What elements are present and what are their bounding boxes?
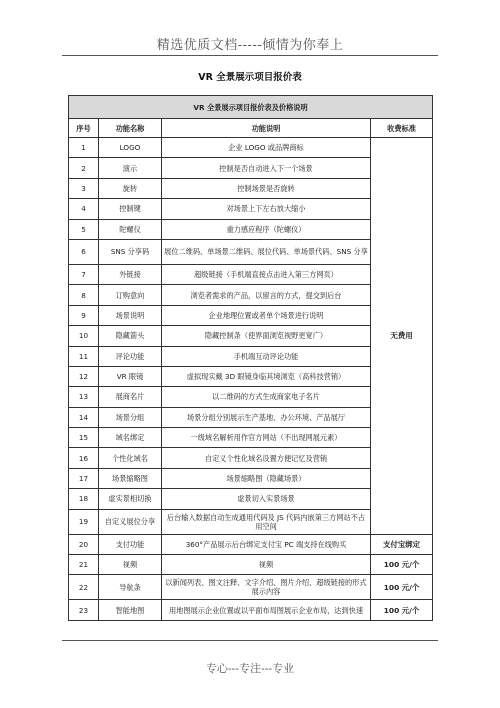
row-function-name: 域名绑定	[99, 428, 162, 448]
row-number: 1	[69, 138, 99, 158]
price-table-body	[69, 96, 433, 621]
column-header-desc: 功能说明	[162, 119, 371, 138]
row-function-name: 隐藏箭头	[99, 326, 162, 346]
row-function-desc: 视频	[162, 555, 371, 575]
row-fee: 100 元/个	[371, 555, 433, 575]
row-function-desc: 企业地理位置或者单个场景进行说明	[162, 305, 371, 325]
row-function-desc: 自定义个性化域名设置方便记忆及营销	[162, 448, 371, 468]
row-number: 14	[69, 407, 99, 427]
row-function-desc: 以新闻列表、图文注释、文字介绍、图片介绍、超级链接的形式展示内容	[162, 575, 371, 600]
row-function-name: 演示	[99, 158, 162, 178]
document-title: VR 全景展示项目报价表	[198, 72, 302, 83]
row-function-desc: 虚景切入实景场景	[162, 489, 371, 509]
row-number: 23	[69, 600, 99, 620]
row-function-desc: 对场景上下左右放大缩小	[162, 199, 371, 219]
row-fee: 100 元/个	[371, 600, 433, 620]
row-function-name: 个性化域名	[99, 448, 162, 468]
row-number: 8	[69, 285, 99, 305]
row-function-name: 评论功能	[99, 346, 162, 366]
price-table	[68, 95, 433, 621]
row-function-desc: 虚拟现实戴 3D 眼镜身临其境浏览（高科技营销）	[162, 366, 371, 386]
table-row	[69, 575, 433, 600]
row-function-name: 导航条	[99, 575, 162, 600]
column-header-no: 序号	[69, 119, 99, 138]
table-header-row	[69, 119, 433, 138]
row-function-desc: 用地图展示企业位置或以平面布局图展示企业布局，达到快速	[162, 600, 371, 620]
header-rule	[62, 55, 438, 56]
table-row	[69, 555, 433, 575]
row-number: 13	[69, 387, 99, 407]
row-function-name: 视频	[99, 555, 162, 575]
row-function-desc: 场景缩略图（隐藏场景）	[162, 468, 371, 488]
row-number: 22	[69, 575, 99, 600]
row-number: 10	[69, 326, 99, 346]
row-number: 18	[69, 489, 99, 509]
row-number: 2	[69, 158, 99, 178]
row-function-name: SNS 分享码	[99, 239, 162, 264]
row-fee: 支付宝绑定	[371, 534, 433, 554]
row-function-name: 旋转	[99, 178, 162, 198]
row-number: 19	[69, 509, 99, 534]
row-function-desc: 企业 LOGO 或品牌商标	[162, 138, 371, 158]
row-function-name: 展商名片	[99, 387, 162, 407]
column-header-fee: 收费标准	[371, 119, 433, 138]
table-row	[69, 138, 433, 158]
table-row	[69, 534, 433, 554]
row-function-name: 支付功能	[99, 534, 162, 554]
row-number: 21	[69, 555, 99, 575]
row-number: 3	[69, 178, 99, 198]
column-header-name: 功能名称	[99, 119, 162, 138]
row-function-name: 订购意向	[99, 285, 162, 305]
row-number: 15	[69, 428, 99, 448]
row-number: 6	[69, 239, 99, 264]
row-function-name: 陀螺仪	[99, 219, 162, 239]
row-function-name: 智能地图	[99, 600, 162, 620]
footer-banner: 专心---专注---专业	[205, 662, 295, 675]
row-function-name: 虚实景相切换	[99, 489, 162, 509]
row-number: 9	[69, 305, 99, 325]
row-function-desc: 场景分组分别展示生产基地、办公环境、产品展厅	[162, 407, 371, 427]
row-number: 20	[69, 534, 99, 554]
footer-rule	[62, 640, 438, 641]
row-number: 11	[69, 346, 99, 366]
row-function-desc: 隐藏控制条（使界面浏览视野更宽广）	[162, 326, 371, 346]
fee-free-cell: 无费用	[371, 138, 433, 535]
row-function-name: 控制键	[99, 199, 162, 219]
row-function-name: 外链接	[99, 264, 162, 284]
row-function-name: LOGO	[99, 138, 162, 158]
row-function-name: 场景说明	[99, 305, 162, 325]
row-function-desc: 一级域名解析用作官方网站（不出现网展元素）	[162, 428, 371, 448]
row-number: 17	[69, 468, 99, 488]
row-function-desc: 以二维码的方式生成商家电子名片	[162, 387, 371, 407]
row-number: 7	[69, 264, 99, 284]
row-function-name: 场景分组	[99, 407, 162, 427]
row-number: 12	[69, 366, 99, 386]
row-function-desc: 超级链接（手机端直接点击进入第三方网页）	[162, 264, 371, 284]
row-fee: 100 元/个	[371, 575, 433, 600]
row-function-desc: 控制场景是否旋转	[162, 178, 371, 198]
row-function-desc: 手机端互动评论功能	[162, 346, 371, 366]
table-row	[69, 600, 433, 620]
row-function-desc: 控制是否自动进入下一个场景	[162, 158, 371, 178]
row-number: 16	[69, 448, 99, 468]
row-function-desc: 浏览者需求的产品，以留言的方式，提交到后台	[162, 285, 371, 305]
row-function-name: 自定义展位分享	[99, 509, 162, 534]
row-number: 4	[69, 199, 99, 219]
row-function-name: 场景缩略图	[99, 468, 162, 488]
row-function-name: VR 眼镜	[99, 366, 162, 386]
table-caption: VR 全景展示项目报价表及价格说明	[69, 96, 433, 119]
header-banner: 精选优质文档-----倾情为你奉上	[156, 38, 344, 53]
row-function-desc: 360°产品展示后台绑定支付宝 PC 端支持在线购买	[162, 534, 371, 554]
table-caption-row	[69, 96, 433, 119]
row-number: 5	[69, 219, 99, 239]
row-function-desc: 后台输入数据自动生成通用代码及 JS 代码内嵌第三方网站不占用空间	[162, 509, 371, 534]
row-function-desc: 重力感应程序（陀螺仪）	[162, 219, 371, 239]
row-function-desc: 展位二维码、单场景二维码、展位代码、单场景代码、SNS 分享	[162, 239, 371, 264]
